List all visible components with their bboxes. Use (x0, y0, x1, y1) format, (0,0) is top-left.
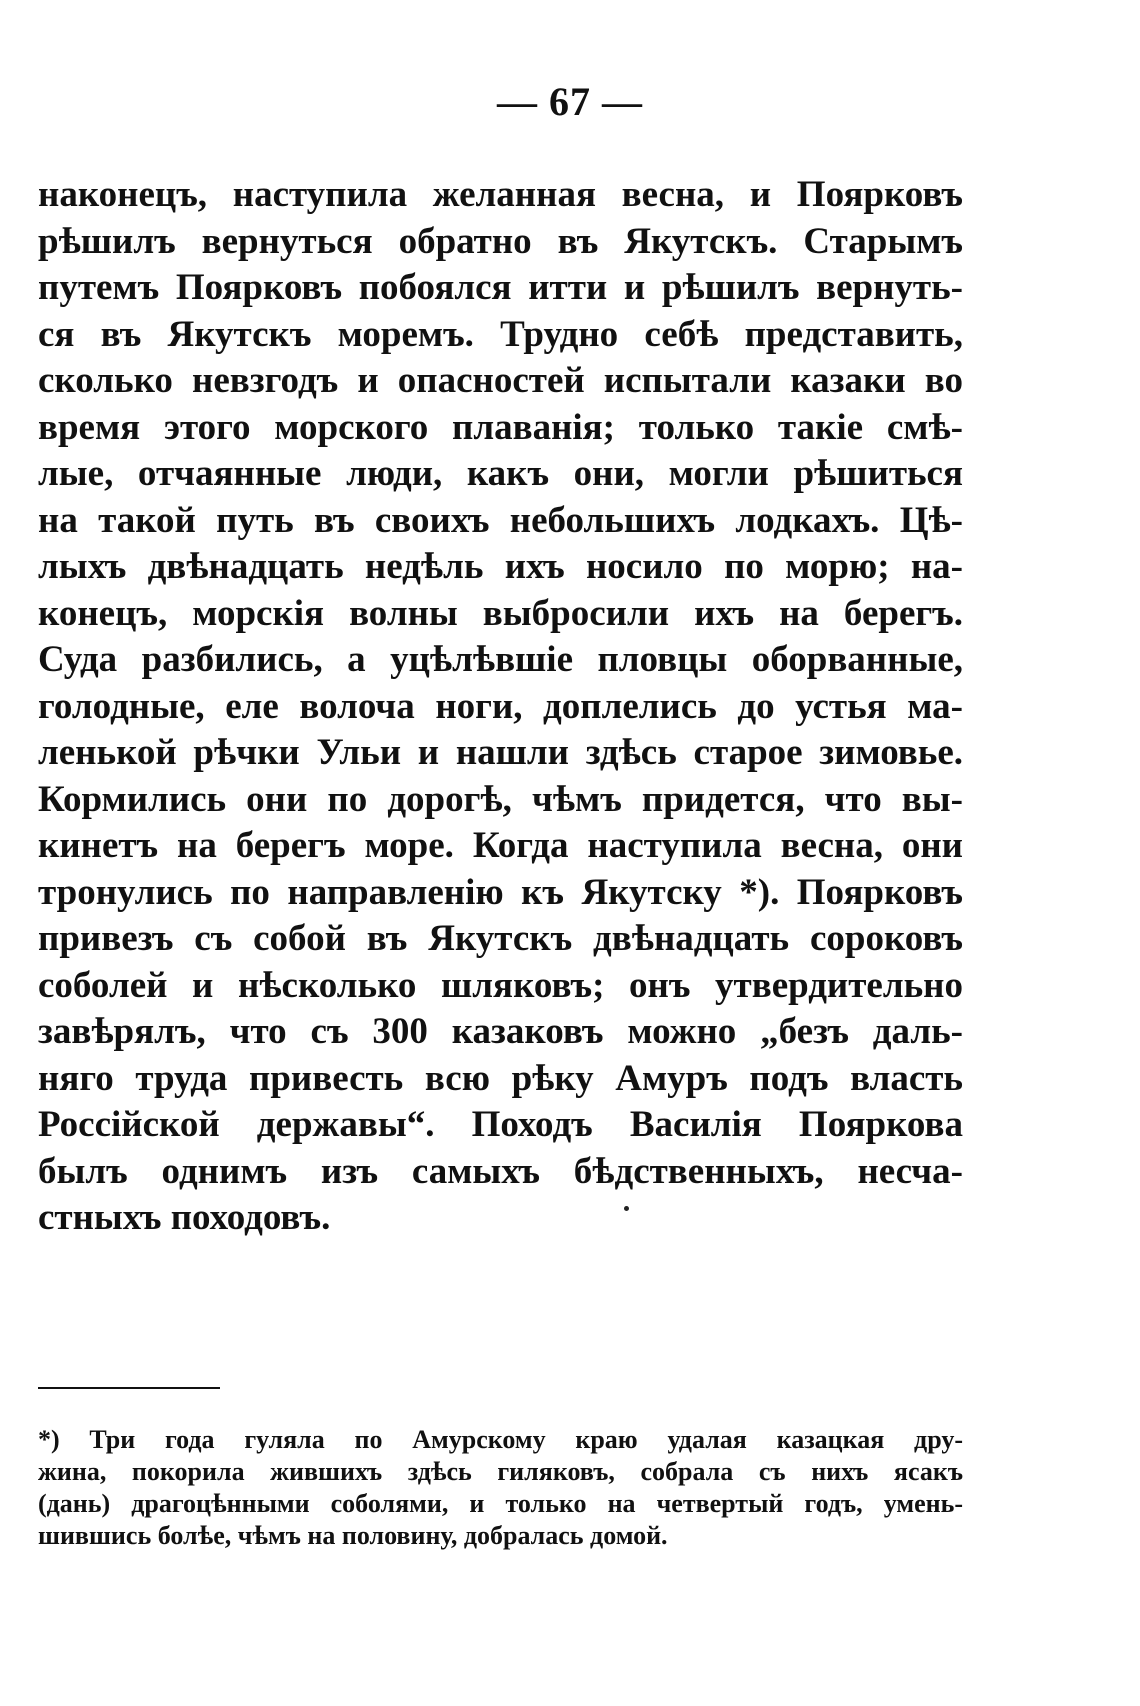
body-line-4: ся въ Якутскъ моремъ. Трудно себѣ представить, (38, 313, 963, 355)
body-line-14: Кормились они по дорогѣ, чѣмъ придется, что вы- (38, 778, 963, 820)
body-text (38, 172, 963, 1242)
ink-speck (624, 1206, 629, 1211)
body-line-16: тронулись по направленію къ Якутску *). Поярковъ (38, 871, 963, 913)
body-line-3: путемъ Поярковъ побоялся итти и рѣшилъ вернуть- (38, 267, 963, 308)
body-line-22: былъ однимъ изъ самыхъ бѣдственныхъ, несча- (38, 1150, 963, 1192)
body-line-20: няго труда привесть всю рѣку Амуръ подъ власть (38, 1057, 963, 1099)
body-line-7: лые, отчаянные люди, какъ они, могли рѣшиться (38, 453, 963, 494)
body-line-12: голодные, еле волоча ноги, доплелись до устья ма- (38, 685, 963, 727)
body-line-10: конецъ, морскія волны выбросили ихъ на берегъ. (38, 592, 963, 634)
body-line-11: Суда разбились, а уцѣлѣвшіе пловцы оборванные, (38, 639, 963, 680)
footnote-line-1: *) Три года гуляла по Амурскому краю удалая казацкая дру- (38, 1425, 963, 1454)
body-line-15: кинетъ на берегъ море. Когда наступила весна, они (38, 825, 963, 866)
footnote (38, 1424, 963, 1552)
footnote-divider (38, 1387, 220, 1389)
body-line-21: Россійской державы“. Походъ Василія Пояркова (38, 1104, 963, 1145)
page-number: — 67 — (497, 79, 643, 124)
body-line-13: ленькой рѣчки Ульи и нашли здѣсь старое зимовье. (38, 732, 963, 773)
body-line-1: наконецъ, наступила желанная весна, и Поярковъ (38, 174, 963, 215)
body-line-18: соболей и нѣсколько шляковъ; онъ утвердительно (38, 964, 963, 1006)
body-line-5: сколько невзгодъ и опасностей испытали казаки во (38, 360, 963, 401)
footnote-line-2: жина, покорила жившихъ здѣсь гиляковъ, собрала съ нихъ ясакъ (38, 1457, 963, 1486)
body-line-9: лыхъ двѣнадцать недѣль ихъ носило по морю; на- (38, 546, 963, 587)
body-line-2: рѣшилъ вернуться обратно въ Якутскъ. Старымъ (38, 220, 963, 262)
body-line-8: на такой путь въ своихъ небольшихъ лодкахъ. Цѣ- (38, 499, 963, 541)
body-line-23: стныхъ походовъ. (38, 1197, 331, 1238)
body-line-6: время этого морского плаванія; только такіе смѣ- (38, 406, 963, 448)
body-line-19: завѣрялъ, что съ 300 казаковъ можно „безъ даль- (38, 1011, 963, 1052)
body-line-17: привезъ съ собой въ Якутскъ двѣнадцать сороковъ (38, 918, 963, 959)
footnote-line-3: (дань) драгоцѣнными соболями, и только на четвертый годъ, умень- (38, 1489, 963, 1518)
footnote-line-4: шившись болѣе, чѣмъ на половину, добралась домой. (38, 1521, 668, 1550)
